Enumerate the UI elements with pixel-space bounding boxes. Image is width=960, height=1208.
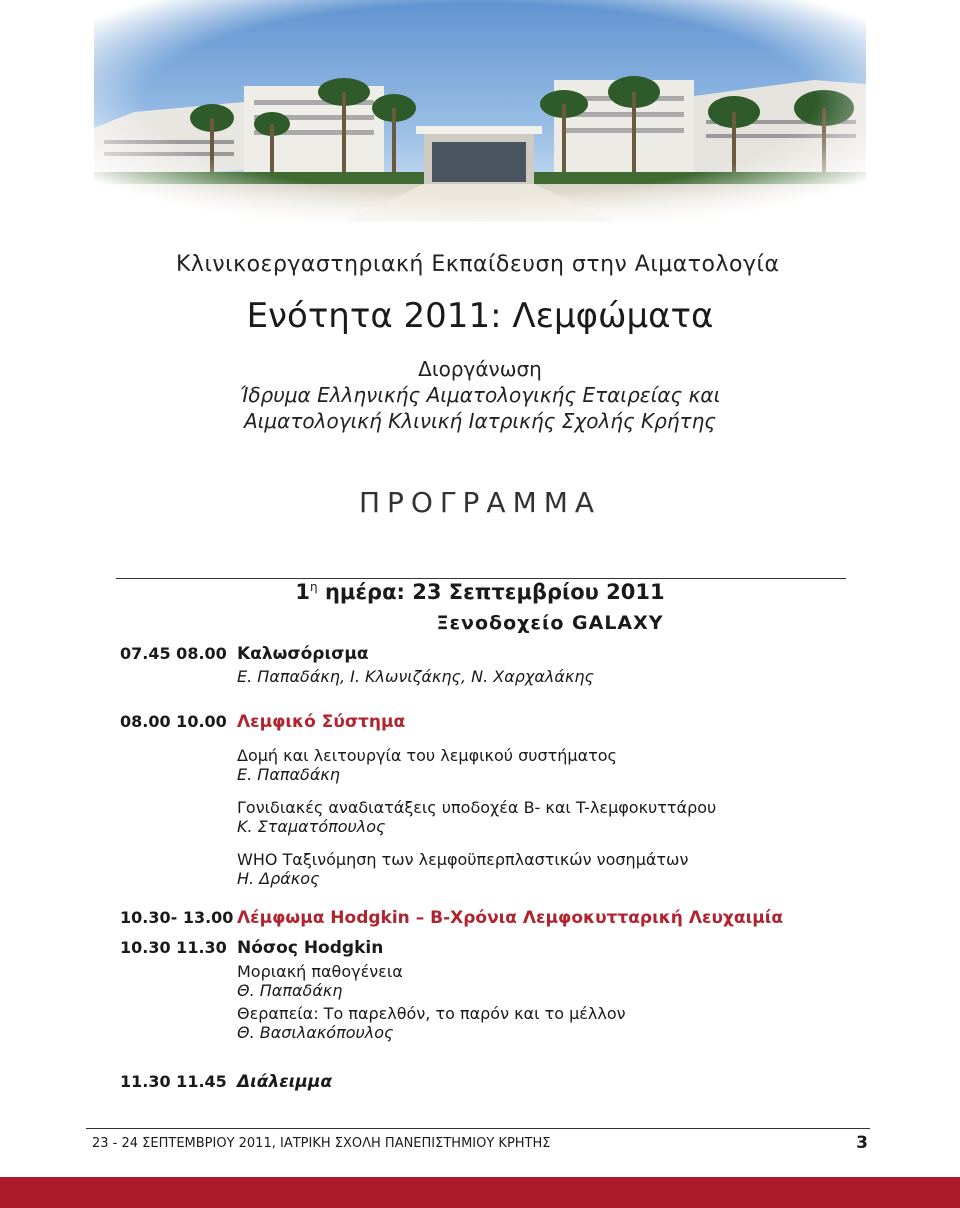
- header-photo: [94, 0, 866, 222]
- programme-heading: ΠΡΟΓΡΑΜΜΑ: [358, 486, 602, 519]
- day-ordinal-suffix: η: [310, 580, 318, 594]
- unit-title: Ενότητα 2011: Λεμφώματα: [246, 296, 714, 336]
- footer-text: 23 - 24 ΣΕΠΤΕΜΒΡΙΟΥ 2011, ΙΑΤΡΙΚΗ ΣΧΟΛΗ ΠΑΝΕΠΙΣΤΗΜΙΟΥ ΚΡΗΤΗΣ: [92, 1136, 551, 1151]
- item-title: Καλωσόρισμα: [237, 644, 369, 664]
- talk-speaker: Κ. Σταματόπουλος: [237, 817, 386, 836]
- item-time: 10.30- 13.00: [120, 908, 234, 927]
- talk-speaker: Ε. Παπαδάκη: [237, 765, 340, 784]
- bottom-color-bar: [0, 1177, 960, 1208]
- talk-title: WHO Ταξινόμηση των λεμφοϋπερπλαστικών νοσημάτων: [237, 850, 689, 869]
- item-time: 08.00 10.00: [120, 712, 227, 731]
- day-heading: [0, 580, 960, 604]
- organizers: [0, 356, 960, 434]
- organizer-line-2: Αιματολογική Κλινική Ιατρικής Σχολής Κρήτης: [243, 409, 716, 433]
- talk-title: Γονιδιακές αναδιατάξεις υποδοχέα B- και T-λεμφοκυττάρου: [237, 798, 717, 817]
- divider: [116, 578, 846, 579]
- item-title: Λέμφωμα Hodgkin – B-Χρόνια Λεμφοκυτταρική Λευχαιμία: [237, 908, 784, 928]
- talk-speaker: Θ. Βασιλακόπουλος: [237, 1023, 394, 1042]
- item-title: Νόσος Hodgkin: [237, 938, 384, 958]
- day-ordinal: 1: [295, 580, 311, 604]
- schedule: [120, 644, 850, 1102]
- footer-divider: [86, 1128, 870, 1129]
- talk-title: Δομή και λειτουργία του λεμφικού συστήματος: [237, 746, 617, 765]
- item-time: 07.45 08.00: [120, 644, 227, 663]
- talk-speaker: Η. Δράκος: [237, 869, 320, 888]
- schedule-item: [120, 712, 850, 908]
- item-time: 10.30 11.30: [120, 938, 227, 957]
- talk-title: Θεραπεία: Το παρελθόν, το παρόν και το μέλλον: [237, 1004, 626, 1023]
- item-title: Λεμφικό Σύστημα: [237, 712, 406, 732]
- schedule-item: [120, 644, 850, 712]
- schedule-item: [120, 908, 850, 938]
- talk-speaker: Θ. Παπαδάκη: [237, 981, 343, 1000]
- schedule-item: [120, 1072, 850, 1102]
- day-label: ημέρα: 23 Σεπτεμβρίου 2011: [324, 580, 665, 604]
- talk-title: Μοριακή παθογένεια: [237, 962, 403, 981]
- schedule-item: [120, 938, 850, 1072]
- course-title: Κλινικοεργαστηριακή Εκπαίδευση στην Αιματολογία: [176, 252, 780, 277]
- organizer-line-1: Ίδρυμα Ελληνικής Αιματολογικής Εταιρείας και: [239, 383, 721, 407]
- organizers-heading: Διοργάνωση: [418, 357, 542, 381]
- item-speakers: Ε. Παπαδάκη, Ι. Κλωνιζάκης, Ν. Χαρχαλάκης: [237, 667, 594, 686]
- item-title: Διάλειμμα: [237, 1072, 333, 1092]
- item-time: 11.30 11.45: [120, 1072, 227, 1091]
- page-number: 3: [856, 1133, 868, 1153]
- venue: Ξενοδοχείο GALAXY: [436, 612, 664, 634]
